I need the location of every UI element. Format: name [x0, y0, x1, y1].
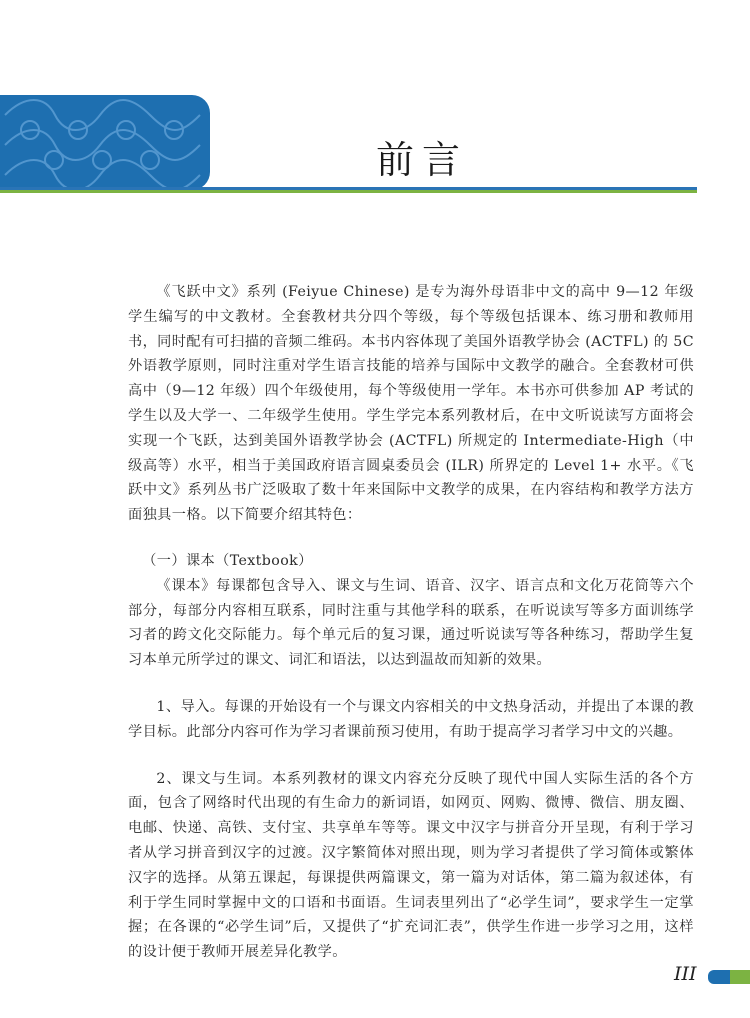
header-banner	[0, 95, 210, 190]
preface-body	[128, 280, 694, 965]
item-2-paragraph: 2、课文与生词。本系列教材的课文内容充分反映了现代中国人实际生活的各个方面，包含了网络时代出现的有生命力的新词语，如网页、网购、微博、微信、朋友圈、电邮、快递、高铁、支付宝、共享单车等等。课文中汉字与拼音分开呈现，有利于学习者从学习拼音到汉字的过渡。汉字繁简体对照出现，则为学习者提供了学习简体或繁体汉字的选择。从第五课起，每课提供两篇课文，第一篇为对话体，第二篇为叙述体，有利于学生同时掌握中文的口语和书面语。生词表里列出了“必学生词”，要求学生一定掌握；在各课的“必学生词”后，又提供了“扩充词汇表”，供学生作进一步学习之用，这样的设计便于教师开展差异化教学。	[128, 770, 694, 961]
section-heading-textbook: （一）课本（Textbook）	[142, 552, 313, 569]
footer-tab-green	[730, 970, 750, 984]
ornament-pattern-icon	[0, 95, 210, 190]
item-1-paragraph: 1、导入。每课的开始设有一个与课文内容相关的中文热身活动，并提出了本课的教学目标。此部分内容可作为学习者课前预习使用，有助于提高学习者学习中文的兴趣。	[128, 698, 694, 740]
intro-paragraph: 《飞跃中文》系列 (Feiyue Chinese) 是专为海外母语非中文的高中 9—12 年级学生编写的中文教材。全套教材共分四个等级，每个等级包括课本、练习册和教师用书，同时配有可扫描的音频二维码。本书内容体现了美国外语教学协会 (ACTFL) 的 5C 外语教学原则，同时注重对学生语言技能的培养与国际中文教学的融合。全套教材可供高中（9—12 年级）四个年级使用，每个等级使用一学年。本书亦可供参加 AP 考试的学生以及大学一、二年级学生使用。学生学完本系列教材后，在中文听说读写方面将会实现一个飞跃，达到美国外语教学协会 (ACTFL) 所规定的 Intermediate-High（中级高等）水平，相当于美国政府语言圆桌委员会 (ILR) 所界定的 Level 1+ 水平。《飞跃中文》系列丛书广泛吸取了数十年来国际中文教学的成果，在内容结构和教学方法方面独具一格。以下简要介绍其特色：	[128, 284, 694, 524]
page-title: 前言	[376, 138, 469, 182]
footer-tab-blue	[708, 970, 730, 984]
header-rule-green	[0, 190, 697, 193]
page-number: III	[674, 963, 697, 985]
textbook-paragraph: 《课本》每课都包含导入、课文与生词、语音、汉字、语言点和文化万花筒等六个部分，每部分内容相互联系，同时注重与其他学科的联系，在听说读写等多方面训练学习者的跨文化交际能力。每个单元后的复习课，通过听说读写等各种练习，帮助学生复习本单元所学过的课文、词汇和语法，以达到温故而知新的效果。	[128, 577, 694, 669]
